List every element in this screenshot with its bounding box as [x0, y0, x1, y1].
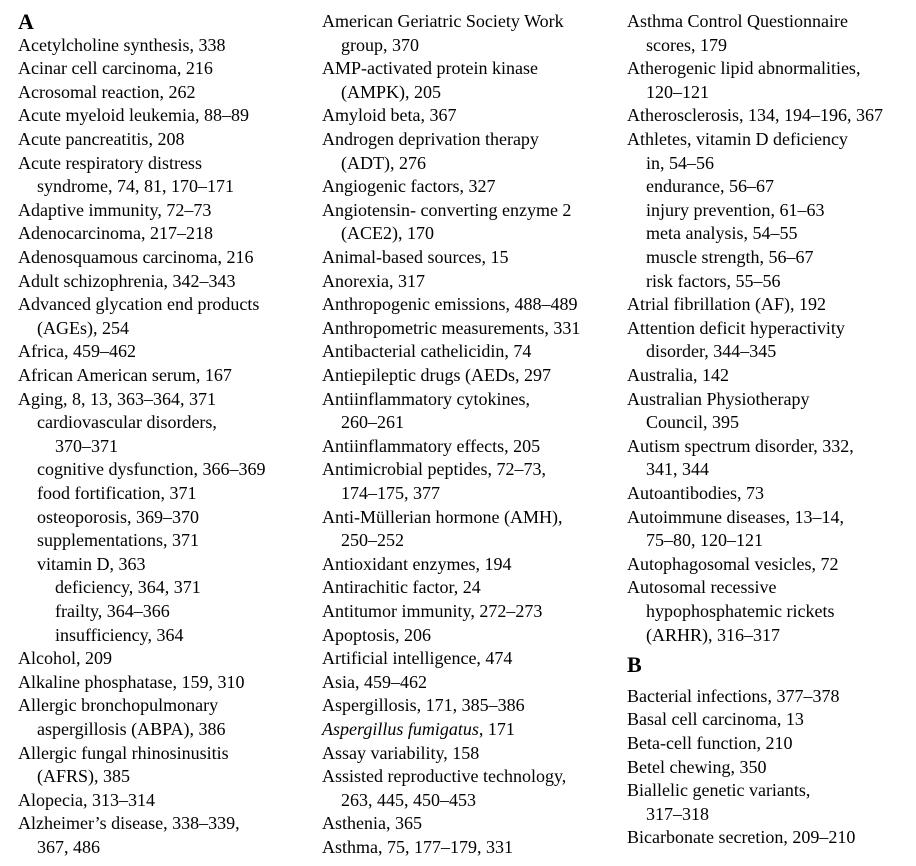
- index-subentry: scores, 179: [646, 34, 727, 55]
- index-subentry: supplementations, 371: [37, 530, 199, 551]
- index-entry: [322, 718, 515, 742]
- index-subentry: Council, 395: [646, 412, 739, 433]
- index-entry: Acetylcholine synthesis, 338: [18, 34, 226, 55]
- index-subentry: injury prevention, 61–63: [646, 199, 825, 220]
- index-entry: Athletes, vitamin D deficiency: [627, 129, 848, 149]
- index-entry: Apoptosis, 206: [322, 624, 432, 645]
- index-entry: Antirachitic factor, 24: [322, 577, 481, 598]
- index-subentry: (AGEs), 254: [37, 317, 129, 338]
- index-entry: Angiogenic factors, 327: [322, 176, 496, 197]
- index-entry: Angiotensin- converting enzyme 2: [322, 199, 572, 220]
- index-entry: Biallelic genetic variants,: [627, 780, 811, 801]
- index-subentry: deficiency, 364, 371: [55, 577, 201, 598]
- index-entry: Autoimmune diseases, 13–14,: [627, 506, 844, 527]
- index-entry: Alcohol, 209: [18, 648, 112, 669]
- index-entry: Antibacterial cathelicidin, 74: [322, 341, 532, 362]
- index-entry: Australia, 142: [627, 365, 729, 385]
- index-entry: Animal-based sources, 15: [322, 247, 509, 267]
- index-entry: Autophagosomal vesicles, 72: [627, 553, 839, 574]
- index-subentry: (ADT), 276: [341, 152, 426, 173]
- index-entry: Bacterial infections, 377–378: [627, 685, 840, 706]
- index-entry: Acrosomal reaction, 262: [18, 81, 196, 102]
- index-entry: Antimicrobial peptides, 72–73,: [322, 459, 546, 480]
- index-subentry: (AFRS), 385: [37, 766, 131, 787]
- index-entry: Adult schizophrenia, 342–343: [18, 270, 236, 291]
- index-entry: Acute respiratory distress: [18, 152, 202, 173]
- index-entry: Assisted reproductive technology,: [322, 766, 567, 787]
- index-subentry: 341, 344: [646, 459, 709, 480]
- index-subentry: meta analysis, 54–55: [646, 223, 798, 244]
- index-entry: Anthropogenic emissions, 488–489: [322, 294, 578, 315]
- index-subentry: 370–371: [55, 435, 118, 456]
- index-entry: Asthma Control Questionnaire: [627, 11, 848, 31]
- index-subentry: 120–121: [646, 81, 709, 102]
- index-entry: Antiinflammatory cytokines,: [322, 388, 530, 409]
- index-entry: Adenocarcinoma, 217–218: [18, 223, 213, 244]
- index-entry: Antitumor immunity, 272–273: [322, 601, 543, 621]
- index-entry: Beta-cell function, 210: [627, 733, 793, 753]
- index-subentry: (ACE2), 170: [341, 223, 434, 244]
- index-entry: Antiinflammatory effects, 205: [322, 435, 541, 456]
- index-subentry: disorder, 344–345: [646, 341, 777, 362]
- index-entry: Alopecia, 313–314: [18, 789, 155, 810]
- index-entry: Antioxidant enzymes, 194: [322, 553, 512, 574]
- index-entry: Anthropometric measurements, 331: [322, 317, 581, 338]
- index-subentry: food fortification, 371: [37, 483, 197, 503]
- index-entry: American Geriatric Society Work: [322, 11, 564, 31]
- index-entry: Alzheimer’s disease, 338–339,: [18, 813, 240, 834]
- index-subentry: in, 54–56: [646, 152, 715, 173]
- index-subentry: cognitive dysfunction, 366–369: [37, 459, 266, 480]
- index-entry: Autoantibodies, 73: [627, 483, 764, 503]
- index-entry: Allergic fungal rhinosinusitis: [18, 742, 229, 763]
- index-subentry: syndrome, 74, 81, 170–171: [37, 176, 234, 197]
- index-subentry: aspergillosis (ABPA), 386: [37, 719, 226, 739]
- index-entry: Alkaline phosphatase, 159, 310: [18, 671, 245, 692]
- index-subentry: 250–252: [341, 530, 404, 551]
- index-entry: Africa, 459–462: [18, 341, 136, 362]
- index-subentry: 174–175, 377: [341, 483, 440, 503]
- index-entry: Adaptive immunity, 72–73: [18, 199, 212, 220]
- index-subentry: (ARHR), 316–317: [646, 624, 780, 645]
- section-letter: B: [627, 652, 642, 678]
- index-entry: Anti-Müllerian hormone (AMH),: [322, 506, 563, 527]
- index-subentry: vitamin D, 363: [37, 553, 146, 574]
- index-subentry: muscle strength, 56–67: [646, 247, 814, 267]
- index-subentry: risk factors, 55–56: [646, 270, 781, 291]
- index-entry: Allergic bronchopulmonary: [18, 695, 219, 716]
- index-entry: Atherogenic lipid abnormalities,: [627, 58, 861, 79]
- index-entry: Artificial intelligence, 474: [322, 648, 513, 669]
- index-entry: Advanced glycation end products: [18, 294, 260, 315]
- italic-term: Aspergillus fumigatus: [322, 719, 479, 739]
- index-entry: Betel chewing, 350: [627, 756, 767, 777]
- index-subentry: (AMPK), 205: [341, 81, 442, 102]
- index-subentry: frailty, 364–366: [55, 601, 170, 621]
- index-subentry: 260–261: [341, 412, 404, 433]
- index-entry: Acinar cell carcinoma, 216: [18, 58, 213, 79]
- index-entry: Androgen deprivation therapy: [322, 129, 539, 149]
- index-subentry: 317–318: [646, 803, 709, 824]
- index-entry: Asia, 459–462: [322, 671, 427, 692]
- entry-pages: , 171: [478, 719, 515, 739]
- index-entry: Assay variability, 158: [322, 742, 480, 763]
- index-entry: Acute pancreatitis, 208: [18, 129, 185, 149]
- index-entry: Bicarbonate secretion, 209–210: [627, 827, 856, 848]
- index-subentry: hypophosphatemic rickets: [646, 601, 835, 621]
- index-entry: Aging, 8, 13, 363–364, 371: [18, 388, 216, 409]
- index-entry: Attention deficit hyperactivity: [627, 317, 845, 338]
- section-letter: A: [18, 9, 34, 34]
- index-entry: Atherosclerosis, 134, 194–196, 367: [627, 105, 883, 126]
- index-entry: Adenosquamous carcinoma, 216: [18, 247, 254, 267]
- index-entry: Autism spectrum disorder, 332,: [627, 435, 854, 456]
- index-entry: Asthma, 75, 177–179, 331: [322, 837, 513, 857]
- index-entry: Aspergillosis, 171, 385–386: [322, 695, 525, 716]
- index-subentry: 75–80, 120–121: [646, 530, 763, 551]
- index-entry: Antiepileptic drugs (AEDs, 297: [322, 365, 551, 385]
- index-entry: Amyloid beta, 367: [322, 105, 457, 126]
- index-subentry: endurance, 56–67: [646, 176, 774, 197]
- index-entry: Australian Physiotherapy: [627, 388, 810, 409]
- index-entry: Anorexia, 317: [322, 270, 425, 291]
- index-entry: Asthenia, 365: [322, 813, 422, 834]
- index-entry: Atrial fibrillation (AF), 192: [627, 294, 826, 315]
- index-entry: Basal cell carcinoma, 13: [627, 709, 804, 730]
- index-entry: Acute myeloid leukemia, 88–89: [18, 105, 249, 126]
- index-entry: African American serum, 167: [18, 365, 232, 385]
- index-subentry: osteoporosis, 369–370: [37, 506, 199, 527]
- index-subentry: 367, 486: [37, 837, 100, 857]
- index-entry: AMP-activated protein kinase: [322, 58, 538, 79]
- index-subentry: group, 370: [341, 34, 419, 55]
- index-subentry: cardiovascular disorders,: [37, 412, 217, 433]
- index-subentry: 263, 445, 450–453: [341, 789, 476, 810]
- index-entry: Autosomal recessive: [627, 577, 777, 598]
- index-subentry: insufficiency, 364: [55, 624, 184, 645]
